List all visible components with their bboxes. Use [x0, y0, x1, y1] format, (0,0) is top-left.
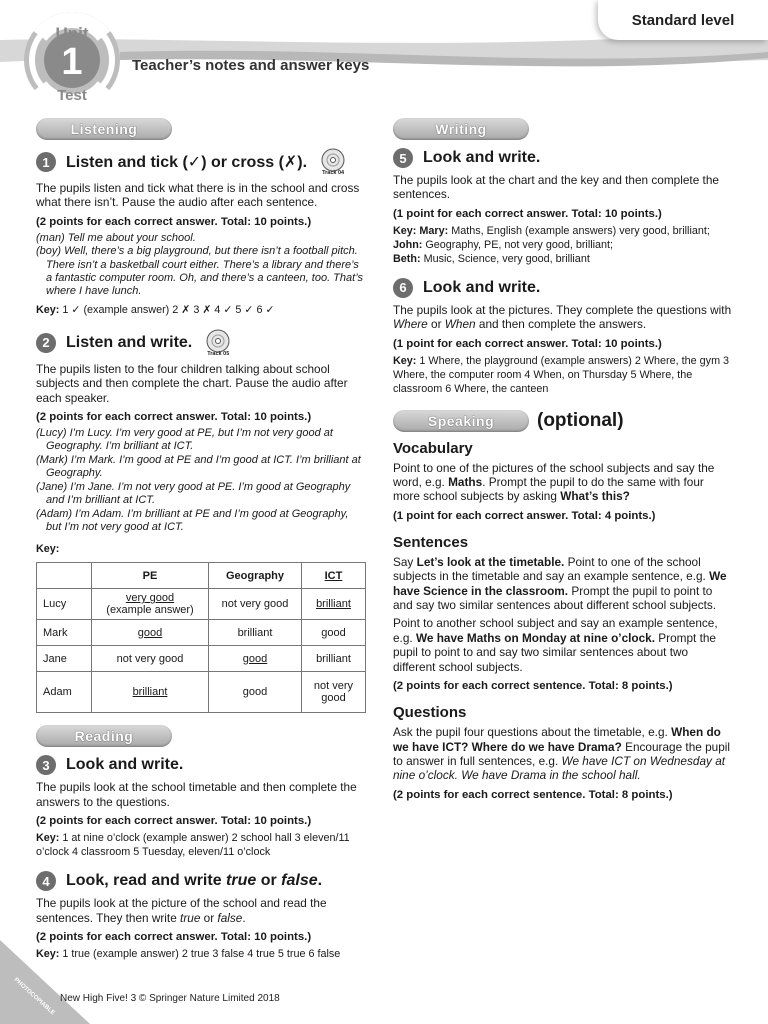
points-note: (1 point for each correct answer. Total: 4 points.): [393, 509, 656, 522]
exercise-description: The pupils look at the picture of the school and read the sentences. They then write true or false.: [36, 896, 327, 925]
exercise-title: Listen and tick (✓) or cross (✗).: [66, 154, 308, 171]
cd-icon: [206, 329, 230, 353]
exercise-description: The pupils look at the pictures. They complete the questions with Where or When and then complete the answers.: [393, 302, 732, 332]
points-note: (2 points for each correct answer. Total: 10 points.): [36, 930, 312, 943]
answer-key: [36, 303, 366, 317]
exercise-6-heading: [393, 278, 733, 298]
exercise-title: Look and write.: [66, 756, 184, 774]
level-tab: Standard level: [598, 0, 768, 40]
row-name: Adam: [37, 672, 92, 713]
audio-script-line: (Mark) I’m Mark. I’m good at PE and I’m good at ICT. I’m brilliant at Geography.: [36, 453, 361, 480]
answer-key: Key: Mary: Maths, English (example answers) very good, brilliant; John: Geography, PE, not very good, brilliant; Beth: Music, Science, very good, brilliant: [393, 224, 710, 265]
page-subtitle: Teacher’s notes and answer keys: [132, 57, 370, 74]
key-label: [36, 542, 366, 556]
cell-ict: good: [302, 620, 366, 646]
cell-geography: not very good: [209, 589, 302, 620]
column-header: [37, 563, 92, 589]
cell-pe: good: [92, 620, 209, 646]
audio-script-line: (boy) Well, there’s a big playground, but there isn’t a football pitch. There isn’t a basketball court either. There’s a library and there’s a fantastic computer room. Oh, and there’s a canteen, too. That’s where I have lunch.: [36, 245, 363, 298]
table-header-row: [37, 563, 366, 589]
track-label: Track 05: [207, 350, 230, 357]
optional-note: (optional): [537, 409, 624, 431]
photocopiable-corner: [0, 940, 90, 1024]
row-name: Jane: [37, 646, 92, 672]
exercise-5-heading: [393, 148, 733, 168]
exercise-number: 4: [36, 871, 56, 891]
answer-key: [393, 354, 733, 396]
listening-label: Listening: [36, 118, 172, 140]
exercise-description: The pupils listen to the four children talking about school subjects and then complete the chart. Pause the audio after each speaker.: [36, 361, 348, 405]
unit-word: Unit: [55, 24, 89, 43]
column-header: Geography: [209, 563, 302, 589]
key-label: Key:: [36, 303, 60, 316]
exercise-title: Look and write.: [423, 149, 541, 166]
sentences-heading: Sentences: [393, 533, 469, 551]
points-note: (2 points for each correct sentence. Total: 8 points.): [393, 680, 673, 693]
exercise-description: The pupils look at the chart and the key and then complete the sentences.: [393, 173, 719, 202]
points-note: (2 points for each correct answer. Total: 10 points.): [36, 815, 312, 828]
cd-track: [321, 148, 345, 176]
cell-pe: brilliant: [92, 672, 209, 713]
cell-geography: brilliant: [209, 620, 302, 646]
table-row: [37, 646, 366, 672]
key-text: 1 Where, the playground (example answers) 2 Where, the gym 3 Where, the computer room 4 When, on Thursday 5 Where, the classroom 6 Where, the canteen: [393, 354, 730, 395]
speaking-label: Speaking: [393, 410, 529, 432]
key-text: 1 ✓ (example answer) 2 ✗ 3 ✗ 4 ✓ 5 ✓ 6 ✓: [62, 303, 275, 316]
key-label: Key:: [36, 832, 60, 845]
row-name: Lucy: [37, 589, 92, 620]
writing-label: Writing: [393, 118, 529, 140]
exercise-description: The pupils listen and tick what there is in the school and cross what there isn’t. Pause the audio after each sentence.: [36, 181, 360, 210]
reading-label: Reading: [36, 725, 172, 747]
exercise-4-heading: [36, 871, 366, 891]
audio-script-line: (Jane) I’m Jane. I’m not very good at PE. I’m good at Geography and I’m brilliant at ICT.: [36, 480, 351, 507]
exercise-title: Listen and write.: [66, 333, 193, 351]
questions-instructions: Ask the pupil four questions about the timetable, e.g. When do we have ICT? Where do we have Drama? Encourage the pupil to answer in full sentences, e.g. We have ICT on Wednesday at nine o’clock. We have Drama in the school hall.: [393, 725, 731, 783]
exercise-number: 3: [36, 755, 56, 775]
answer-chart: [36, 562, 366, 713]
cell-geography: good: [209, 672, 302, 713]
vocabulary-instructions: Point to one of the pictures of the school subjects and say the word, e.g. Maths. Prompt the pupil to do the same with four more school subjects by asking What’s this?: [393, 460, 715, 504]
test-word: Test: [57, 87, 87, 104]
track-label: Track 04: [322, 170, 345, 176]
questions-heading: Questions: [393, 704, 467, 722]
photocopiable-label: PHOTOCOPIABLE: [12, 977, 56, 1017]
exercise-number: 2: [36, 333, 56, 353]
exercise-2-heading: [36, 329, 366, 357]
answer-key: [36, 831, 366, 859]
cell-ict: brilliant: [302, 646, 366, 672]
vocabulary-heading: Vocabulary: [393, 439, 473, 457]
cd-icon: [321, 148, 345, 172]
key-label: Key:: [393, 354, 417, 367]
points-note: (2 points for each correct sentence. Total: 8 points.): [393, 788, 673, 801]
table-row: [37, 589, 366, 620]
column-header: ICT: [302, 563, 366, 589]
audio-script-line: (man) Tell me about your school.: [36, 231, 196, 244]
cell-pe: very good (example answer): [92, 589, 209, 620]
points-note: (2 points for each correct answer. Total: 10 points.): [36, 215, 312, 228]
unit-number: 1: [61, 41, 83, 83]
table-row: [37, 672, 366, 713]
points-note: (2 points for each correct answer. Total: 10 points.): [36, 411, 312, 424]
exercise-description: The pupils look at the school timetable and then complete the answers to the questions.: [36, 780, 357, 809]
exercise-number: 6: [393, 278, 413, 298]
cell-pe: not very good: [92, 646, 209, 672]
key-label: Key:: [36, 947, 60, 960]
points-note: (1 point for each correct answer. Total: 10 points.): [393, 207, 662, 220]
exercise-number: 5: [393, 148, 413, 168]
audio-script-line: (Adam) I’m Adam. I’m brilliant at PE and I’m good at Geography, but I’m not very good at ICT.: [36, 507, 349, 533]
cell-ict: not very good: [302, 672, 366, 713]
exercise-number: 1: [36, 152, 56, 172]
left-column: [36, 118, 366, 965]
exercise-3-heading: [36, 755, 366, 775]
key-label-text: Key:: [36, 543, 60, 556]
cell-geography: good: [209, 646, 302, 672]
exercise-1-heading: [36, 148, 366, 176]
table-row: [37, 620, 366, 646]
row-name: Mark: [37, 620, 92, 646]
cd-track: [206, 329, 230, 357]
exercise-title: Look, read and write true or false.: [66, 872, 323, 890]
key-text: 1 true (example answer) 2 true 3 false 4 true 5 true 6 false: [62, 947, 341, 960]
audio-script-line: (Lucy) I’m Lucy. I’m very good at PE, but I’m not very good at Geography. I’m brilliant at ICT.: [36, 427, 333, 453]
points-note: (1 point for each correct answer. Total: 10 points.): [393, 337, 662, 350]
cell-ict: brilliant: [302, 589, 366, 620]
unit-test-badge: [20, 8, 124, 112]
sentences-instructions: Point to another school subject and say an example sentence, e.g. We have Maths on Monday at nine o’clock. Prompt the pupil to point to and say two similar sentences about two different school subjects.: [393, 616, 718, 674]
key-text: 1 at nine o’clock (example answer) 2 school hall 3 eleven/11 o’clock 4 classroom 5 Tuesday, eleven/11 o’clock: [36, 832, 350, 859]
sentences-instructions: Say Let’s look at the timetable. Point to one of the school subjects in the timetable and say an example sentence, e.g. We have Science in the classroom. Prompt the pupil to point to and say two similar sentences about different school subjects.: [393, 554, 727, 613]
copyright: New High Five! 3 © Springer Nature Limited 2018: [60, 993, 280, 1004]
exercise-title: Look and write.: [423, 278, 541, 296]
column-header: PE: [92, 563, 209, 589]
right-column: [393, 118, 733, 805]
